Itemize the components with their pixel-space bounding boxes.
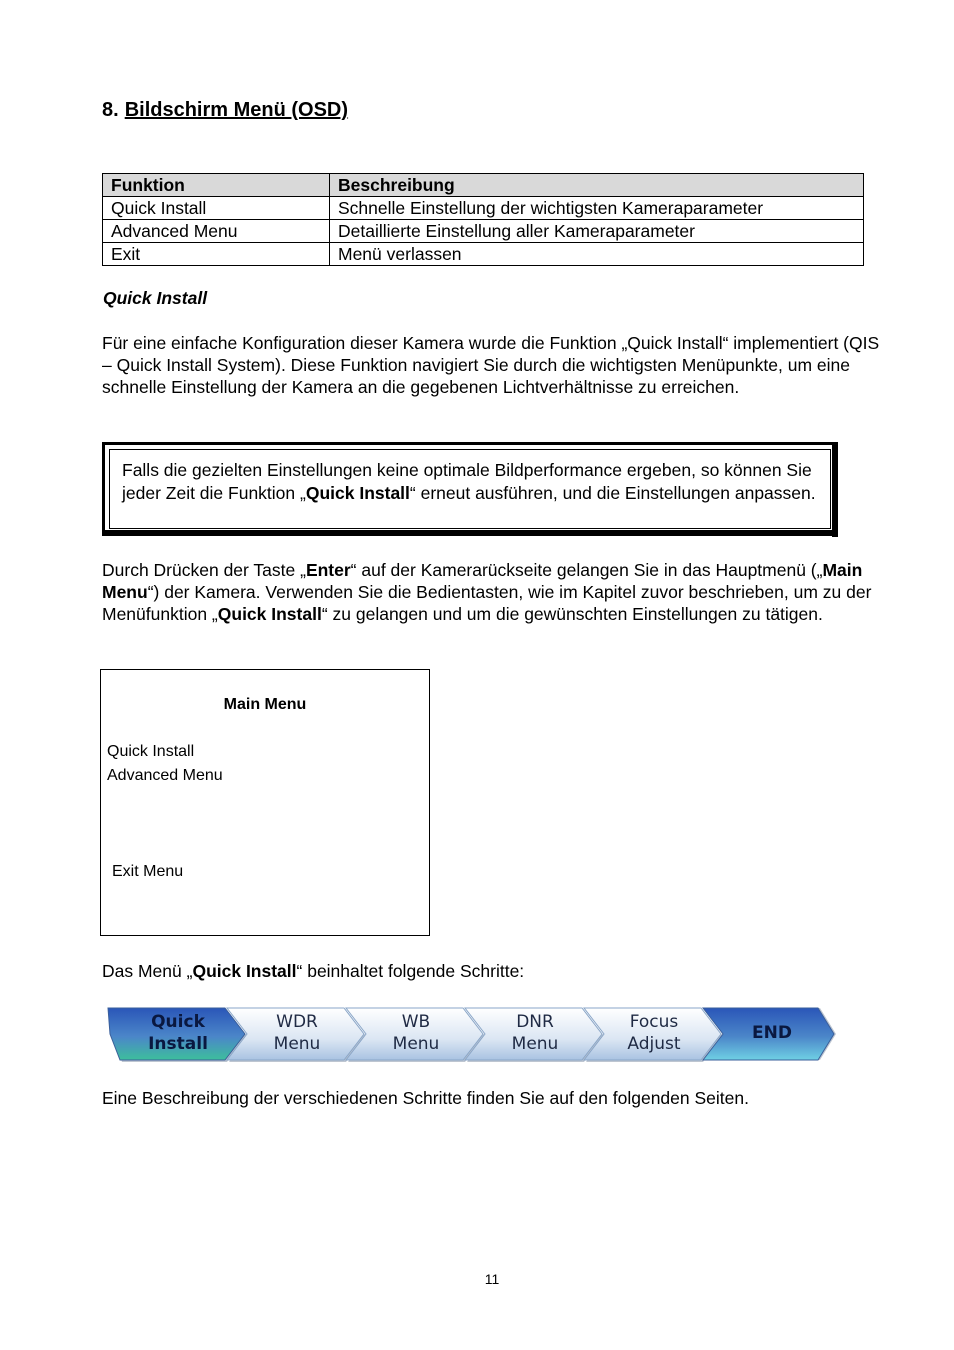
- flow-step-label: [237, 1005, 357, 1061]
- flow-step-label: [713, 1005, 831, 1061]
- flow-step-label: [594, 1005, 714, 1061]
- closing-paragraph: Eine Beschreibung der verschiedenen Schritte finden Sie auf den folgenden Seiten.: [102, 1088, 749, 1108]
- table-row: [103, 197, 864, 220]
- text-part: Das Menü „: [102, 961, 193, 981]
- table-header-row: [103, 174, 864, 197]
- text-part: “ auf der Kamerarückseite gelangen Sie in das Hauptmenü („: [350, 560, 823, 580]
- text-bold: Quick Install: [192, 961, 297, 981]
- function-table: [102, 173, 864, 266]
- table-cell: Detaillierte Einstellung aller Kameraparameter: [330, 220, 864, 243]
- table-cell: Advanced Menu: [103, 220, 330, 243]
- flow-step-line: Adjust: [627, 1034, 681, 1054]
- section-title: Bildschirm Menü (OSD): [124, 99, 349, 121]
- flow-step-label: [118, 1005, 238, 1061]
- note-text: [109, 449, 831, 529]
- table-header-cell: Beschreibung: [330, 174, 864, 197]
- table-cell: Menü verlassen: [330, 243, 864, 266]
- main-menu-screen: [100, 669, 430, 936]
- menu-title: Main Menu: [223, 696, 307, 713]
- menu-item-exit-menu: Exit Menu: [112, 863, 184, 880]
- enter-paragraph: [102, 559, 892, 625]
- text-part: “) der Kamera. Verwenden Sie die Bedientasten, wie im Kapitel zuvor beschrieben, um zu der Menüfunktion „: [102, 582, 872, 624]
- flow-step-line: END: [752, 1023, 792, 1043]
- text-part: Durch Drücken der Taste „: [102, 560, 306, 580]
- page-number: 11: [484, 1271, 500, 1287]
- subheading: Quick Install: [103, 288, 208, 308]
- text-part: “ zu gelangen und um die gewünschten Einstellungen zu tätigen.: [321, 604, 823, 624]
- flow-step-line: Menu: [273, 1034, 321, 1054]
- flow-step-line: WDR: [276, 1012, 318, 1032]
- note-text-bold: Quick Install: [305, 482, 410, 503]
- flow-step-label: [356, 1005, 476, 1061]
- text-bold: Quick Install: [217, 604, 322, 624]
- flow-step-line: DNR: [516, 1012, 554, 1032]
- flow-step-line: WB: [401, 1012, 431, 1032]
- table-header-cell: Funktion: [103, 174, 330, 197]
- flow-step-line: Quick: [151, 1012, 205, 1032]
- note-text-part: “ erneut ausführen, und die Einstellungen anpassen.: [409, 482, 816, 503]
- note-box: [102, 442, 838, 536]
- flow-step-line: Focus: [629, 1012, 679, 1032]
- flow-step-line: Menu: [511, 1034, 559, 1054]
- quick-install-flow: [106, 1005, 838, 1063]
- flow-step-label: [475, 1005, 595, 1061]
- steps-intro: [102, 960, 892, 982]
- text-bold: Main Menu: [102, 560, 863, 602]
- section-number: 8.: [102, 99, 119, 121]
- note-text-part: Falls die gezielten Einstellungen keine optimale Bildperformance ergeben, so können Sie jeder Zeit die Funktion „: [122, 460, 812, 503]
- menu-item-quick-install: Quick Install: [107, 743, 195, 760]
- table-cell: Quick Install: [103, 197, 330, 220]
- table-row: [103, 243, 864, 266]
- menu-item-advanced-menu: Advanced Menu: [107, 767, 223, 784]
- table-cell: Schnelle Einstellung der wichtigsten Kameraparameter: [330, 197, 864, 220]
- table-row: [103, 220, 864, 243]
- table-cell: Exit: [103, 243, 330, 266]
- flow-step-line: Install: [148, 1034, 208, 1054]
- intro-paragraph: Für eine einfache Konfiguration dieser Kamera wurde die Funktion „Quick Install“ implementiert (QIS – Quick Install System). Diese Funktion navigiert Sie durch die wichtigsten Menüpunkte, um eine schnelle Einstellung der Kamera an die gegebenen Lichtverhältnisse zu erreichen.: [102, 333, 880, 397]
- text-bold: Enter: [305, 560, 351, 580]
- text-part: “ beinhaltet folgende Schritte:: [296, 961, 525, 981]
- flow-step-line: Menu: [392, 1034, 440, 1054]
- section-heading: [102, 99, 348, 122]
